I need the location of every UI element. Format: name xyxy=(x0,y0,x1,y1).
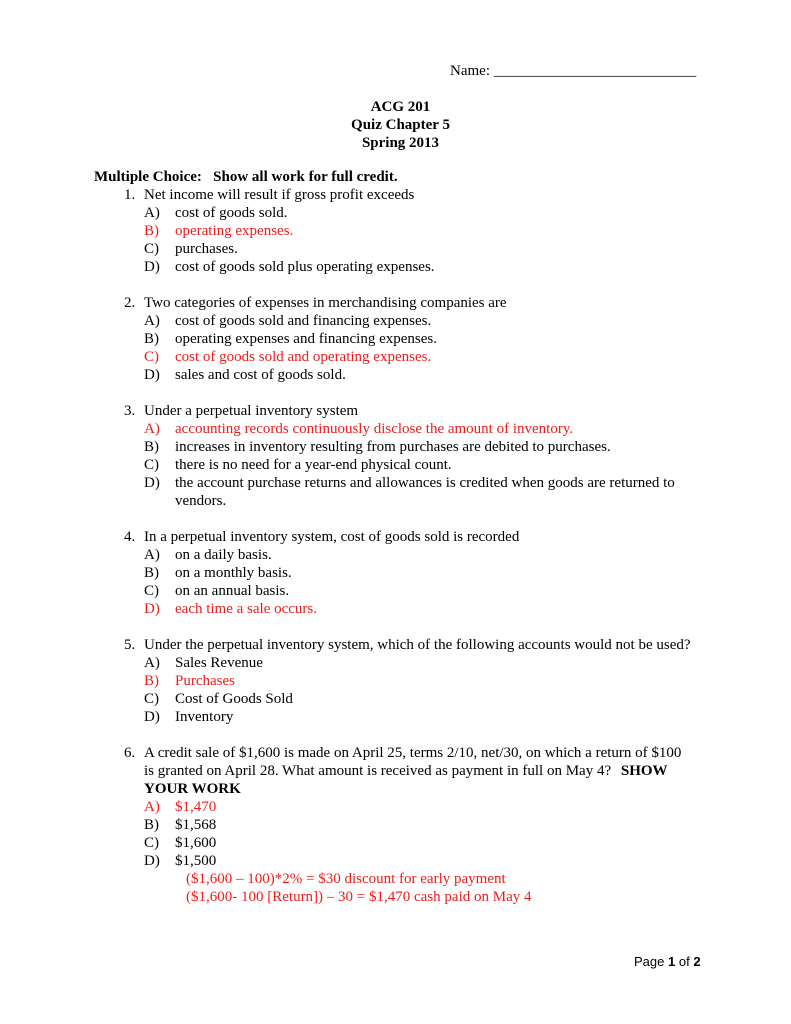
page-footer xyxy=(634,954,701,970)
of-word: of xyxy=(678,954,690,969)
question-4 xyxy=(0,528,791,618)
question-text: Net income will result if gross profit exceeds xyxy=(144,187,415,203)
term: Spring 2013 xyxy=(361,135,440,151)
option-b-correct: B) operating expenses. xyxy=(144,223,294,239)
option-c: C) purchases. xyxy=(144,241,238,257)
option-d: D) cost of goods sold plus operating expenses. xyxy=(144,259,435,275)
quiz-title: Quiz Chapter 5 xyxy=(351,117,450,133)
page-number: 1 xyxy=(668,954,676,969)
option-a-correct: A) $1,470 xyxy=(144,799,217,815)
work-line-2: ($1,600- 100 [Return]) – 30 = $1,470 cash paid on May 4 xyxy=(186,889,532,905)
option-a: A) cost of goods sold and financing expenses. xyxy=(144,313,432,329)
show-work-emphasis: SHOW YOUR WORK xyxy=(144,763,668,797)
question-list xyxy=(0,186,791,924)
question-3 xyxy=(0,402,791,510)
option-c: C) there is no need for a year-end physical count. xyxy=(144,457,452,473)
question-text: Under a perpetual inventory system xyxy=(144,403,359,419)
question-1 xyxy=(0,186,791,276)
question-number: 1. xyxy=(124,187,136,203)
name-field xyxy=(450,62,696,80)
option-d: D) sales and cost of goods sold. xyxy=(144,367,346,383)
question-number: 3. xyxy=(124,403,136,419)
option-b: B) on a monthly basis. xyxy=(144,565,292,581)
question-text: A credit sale of $1,600 is made on April 25, terms 2/10, net/30, on which a return of $100 is granted on April 28. What amount is received as payment in full on May 4? xyxy=(144,745,682,779)
option-b: B) increases in inventory resulting from purchases are debited to purchases. xyxy=(144,439,611,455)
option-c-correct: C) cost of goods sold and operating expenses. xyxy=(144,349,432,365)
option-c: C) Cost of Goods Sold xyxy=(144,691,293,707)
question-5 xyxy=(0,636,791,726)
question-number: 2. xyxy=(124,295,136,311)
option-d: D) $1,500 xyxy=(144,853,217,869)
question-text: Under the perpetual inventory system, which of the following accounts would not be used? xyxy=(144,637,691,653)
course-code: ACG 201 xyxy=(370,99,431,115)
option-c: C) on an annual basis. xyxy=(144,583,290,599)
total-pages: 2 xyxy=(693,954,701,969)
option-d-correct: D) each time a sale occurs. xyxy=(144,601,318,617)
section-title: Multiple Choice: Show all work for full credit. xyxy=(94,169,398,185)
quiz-header xyxy=(0,98,791,152)
option-c: C) $1,600 xyxy=(144,835,217,851)
page-word: Page xyxy=(634,954,665,969)
option-a: A) on a daily basis. xyxy=(144,547,272,563)
option-a-correct: A) accounting records continuously disclose the amount of inventory. xyxy=(144,421,574,437)
option-b: B) $1,568 xyxy=(144,817,217,833)
question-number: 6. xyxy=(124,745,136,761)
question-text: Two categories of expenses in merchandising companies are xyxy=(144,295,507,311)
name-label: Name: xyxy=(450,63,490,79)
question-6 xyxy=(0,744,791,906)
question-number: 4. xyxy=(124,529,136,545)
name-blank: ___________________________ xyxy=(493,63,697,79)
option-b-correct: B) Purchases xyxy=(144,673,235,689)
option-a: A) Sales Revenue xyxy=(144,655,263,671)
question-number: 5. xyxy=(124,637,136,653)
work-line-1: ($1,600 – 100)*2% = $30 discount for early payment xyxy=(186,871,506,887)
option-a: A) cost of goods sold. xyxy=(144,205,288,221)
option-d: D) the account purchase returns and allowances is credited when goods are returned to vendors. xyxy=(144,475,675,509)
option-b: B) operating expenses and financing expenses. xyxy=(144,331,437,347)
question-2 xyxy=(0,294,791,384)
option-d: D) Inventory xyxy=(144,709,234,725)
question-text: In a perpetual inventory system, cost of goods sold is recorded xyxy=(144,529,520,545)
